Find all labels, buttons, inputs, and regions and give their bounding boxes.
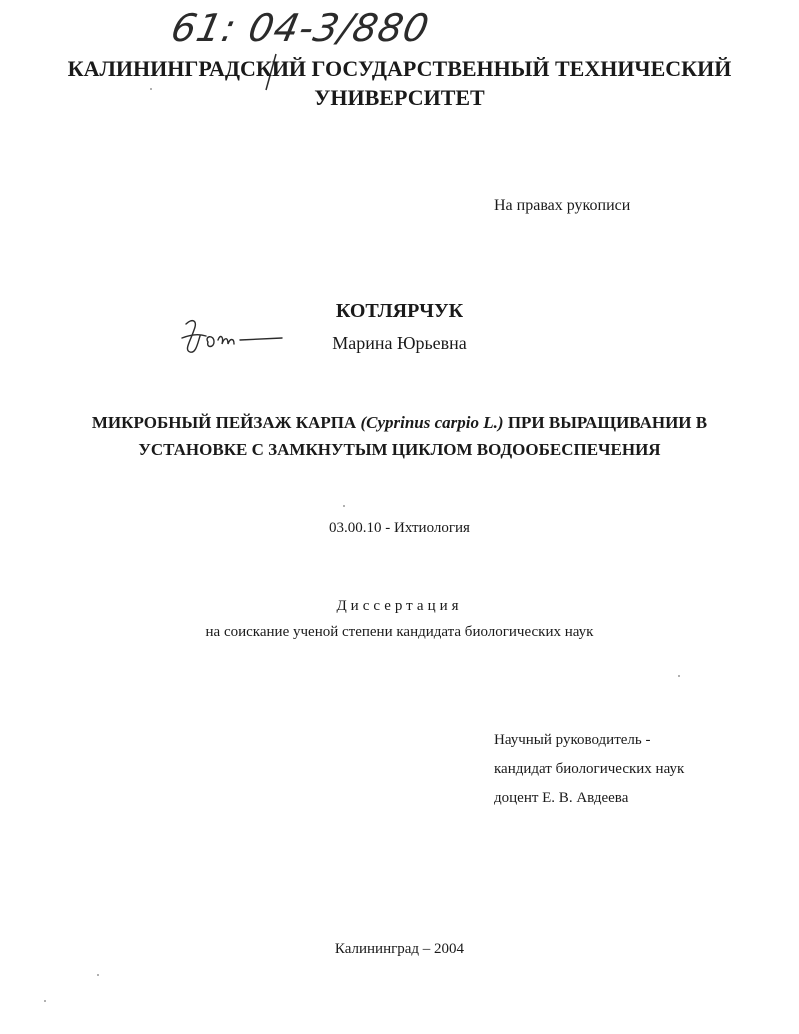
dissertation-title-line1 <box>0 413 799 433</box>
scan-speck <box>678 675 680 677</box>
author-given-names: Марина Юрьевна <box>332 333 467 353</box>
university-name-line1: КАЛИНИНГРАДСКИЙ ГОСУДАРСТВЕННЫЙ ТЕХНИЧЕСКИЙ <box>67 56 732 81</box>
degree-statement: на соискание ученой степени кандидата биологических наук <box>205 624 594 640</box>
scan-speck <box>44 1000 46 1002</box>
supervisor-name: доцент Е. В. Авдеева <box>494 790 629 806</box>
supervisor-block <box>494 730 684 817</box>
supervisor-role: Научный руководитель - <box>494 732 651 748</box>
document-type: Диссертация <box>336 598 463 614</box>
handwritten-catalog-number: 61: 04-3/880 <box>167 6 434 50</box>
city-and-year: Калининград – 2004 <box>334 941 465 957</box>
title-text-part1: МИКРОБНЫЙ ПЕЙЗАЖ КАРПА <box>91 413 361 432</box>
dissertation-title-line2: УСТАНОВКЕ С ЗАМКНУТЫМ ЦИКЛОМ ВОДООБЕСПЕЧЕНИЯ <box>138 440 661 459</box>
specialty-code: 03.00.10 - Ихтиология <box>329 520 470 536</box>
supervisor-degree: кандидат биологических наук <box>494 761 685 777</box>
title-text-part2: ПРИ ВЫРАЩИВАНИИ В <box>503 413 708 432</box>
manuscript-rights-note: На правах рукописи <box>494 197 631 214</box>
title-latin-species: (Cyprinus carpio L.) <box>360 413 504 432</box>
university-name-line2: УНИВЕРСИТЕТ <box>314 85 485 110</box>
author-surname: КОТЛЯРЧУК <box>335 300 464 322</box>
scan-speck <box>97 974 99 976</box>
scan-speck <box>343 505 345 507</box>
scan-speck <box>150 88 152 90</box>
